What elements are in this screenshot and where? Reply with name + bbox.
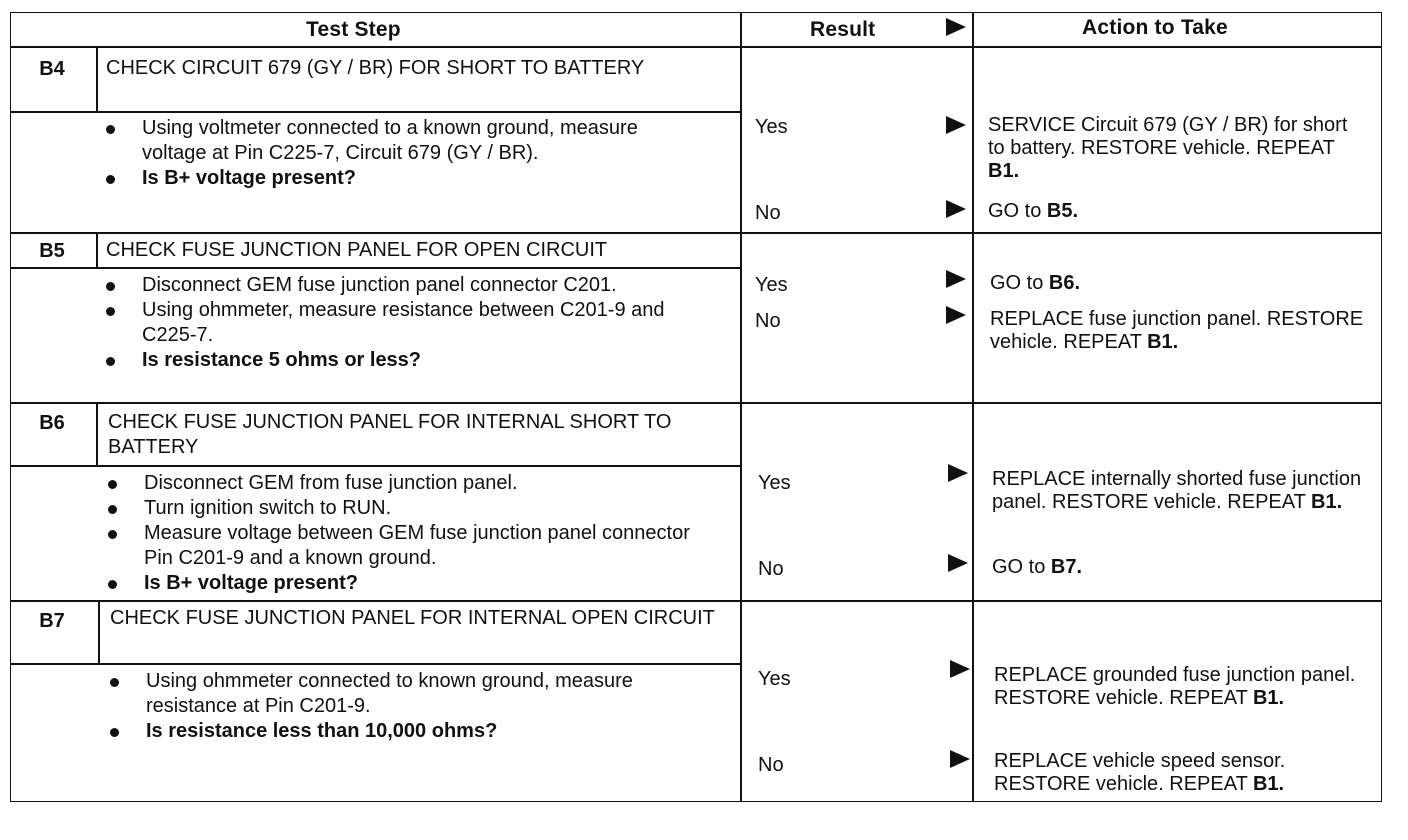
- action-b7-no: REPLACE vehicle speed sensor. RESTORE vehicle. REPEAT B1.: [994, 750, 1286, 795]
- step-divider: [10, 232, 1382, 234]
- bullet-icon: [108, 530, 117, 539]
- result-b5-no: No: [755, 310, 781, 332]
- step-divider: [10, 600, 1382, 602]
- result-b6-no: No: [758, 558, 784, 580]
- step-id-divider-b5: [96, 233, 98, 267]
- step-id-b5: B5: [39, 240, 65, 262]
- list-item: Disconnect GEM from fuse junction panel.: [108, 471, 698, 496]
- step-title-b5: CHECK FUSE JUNCTION PANEL FOR OPEN CIRCUIT: [106, 239, 608, 261]
- step-title-divider-b6: [10, 465, 741, 467]
- result-b7-yes: Yes: [758, 668, 791, 690]
- step-id-b6: B6: [39, 412, 65, 434]
- list-item: Is B+ voltage present?: [106, 166, 696, 191]
- list-item: Is B+ voltage present?: [108, 571, 698, 596]
- action-b6-yes: REPLACE internally shorted fuse junction panel. RESTORE vehicle. REPEAT B1.: [992, 468, 1362, 513]
- step-id-divider-b7: [98, 601, 100, 663]
- step-bullets-b4: [106, 116, 696, 191]
- bullet-icon: [110, 728, 119, 737]
- list-item: Turn ignition switch to RUN.: [108, 496, 698, 521]
- arrow-icon: [948, 554, 968, 572]
- bullet-icon: [106, 175, 115, 184]
- arrow-icon: [946, 116, 966, 134]
- bullet-icon: [108, 505, 117, 514]
- step-bullets-b6: [108, 471, 698, 596]
- header-test-step: Test Step: [306, 18, 401, 41]
- bullet-icon: [106, 282, 115, 291]
- bullet-icon: [110, 678, 119, 687]
- arrow-icon: [948, 464, 968, 482]
- column-divider-result: [740, 12, 742, 802]
- step-title-b4: CHECK CIRCUIT 679 (GY / BR) FOR SHORT TO BATTERY: [106, 57, 645, 79]
- column-divider-action: [972, 12, 974, 802]
- step-title-divider-b4: [10, 111, 741, 113]
- arrow-icon: [950, 660, 970, 678]
- header-action: Action to Take: [1082, 16, 1228, 39]
- step-id-b7: B7: [39, 610, 65, 632]
- result-b7-no: No: [758, 754, 784, 776]
- header-result: Result: [810, 18, 876, 41]
- list-item: Is resistance 5 ohms or less?: [106, 348, 696, 373]
- bullet-icon: [108, 580, 117, 589]
- step-id-divider-b4: [96, 47, 98, 111]
- step-id-divider-b6: [96, 403, 98, 465]
- step-title-b7: CHECK FUSE JUNCTION PANEL FOR INTERNAL OPEN CIRCUIT: [110, 607, 715, 629]
- bullet-icon: [106, 125, 115, 134]
- action-b7-yes: REPLACE grounded fuse junction panel. RESTORE vehicle. REPEAT B1.: [994, 664, 1356, 709]
- result-b6-yes: Yes: [758, 472, 791, 494]
- list-item: Using ohmmeter connected to known ground, measure resistance at Pin C201-9.: [110, 669, 700, 719]
- header-arrow-icon: [946, 18, 966, 36]
- list-item: Using voltmeter connected to a known ground, measure voltage at Pin C225-7, Circuit 679 (GY / BR).: [106, 116, 696, 166]
- list-item: Disconnect GEM fuse junction panel connector C201.: [106, 273, 696, 298]
- step-title-divider-b7: [10, 663, 741, 665]
- list-item: Using ohmmeter, measure resistance between C201-9 and C225-7.: [106, 298, 696, 348]
- step-title-divider-b5: [10, 267, 741, 269]
- bullet-icon: [106, 307, 115, 316]
- bullet-icon: [108, 480, 117, 489]
- diagnostic-table: [10, 12, 1382, 802]
- result-b5-yes: Yes: [755, 274, 788, 296]
- result-b4-yes: Yes: [755, 116, 788, 138]
- action-b4-no: GO to B5.: [988, 200, 1079, 222]
- arrow-icon: [946, 270, 966, 288]
- action-b5-yes: GO to B6.: [990, 272, 1081, 294]
- result-b4-no: No: [755, 202, 781, 224]
- step-bullets-b5: [106, 273, 696, 373]
- step-bullets-b7: [110, 669, 700, 744]
- step-title-b6: CHECK FUSE JUNCTION PANEL FOR INTERNAL SHORT TO BATTERY: [108, 411, 672, 458]
- action-b6-no: GO to B7.: [992, 556, 1083, 578]
- action-b4-yes: SERVICE Circuit 679 (GY / BR) for short to battery. RESTORE vehicle. REPEAT B1.: [988, 114, 1348, 182]
- step-id-b4: B4: [39, 58, 65, 80]
- arrow-icon: [950, 750, 970, 768]
- arrow-icon: [946, 306, 966, 324]
- header-divider: [10, 46, 1382, 48]
- list-item: Is resistance less than 10,000 ohms?: [110, 719, 700, 744]
- bullet-icon: [106, 357, 115, 366]
- arrow-icon: [946, 200, 966, 218]
- list-item: Measure voltage between GEM fuse junction panel connector Pin C201-9 and a known ground.: [108, 521, 698, 571]
- step-divider: [10, 402, 1382, 404]
- action-b5-no: REPLACE fuse junction panel. RESTORE vehicle. REPEAT B1.: [990, 308, 1364, 353]
